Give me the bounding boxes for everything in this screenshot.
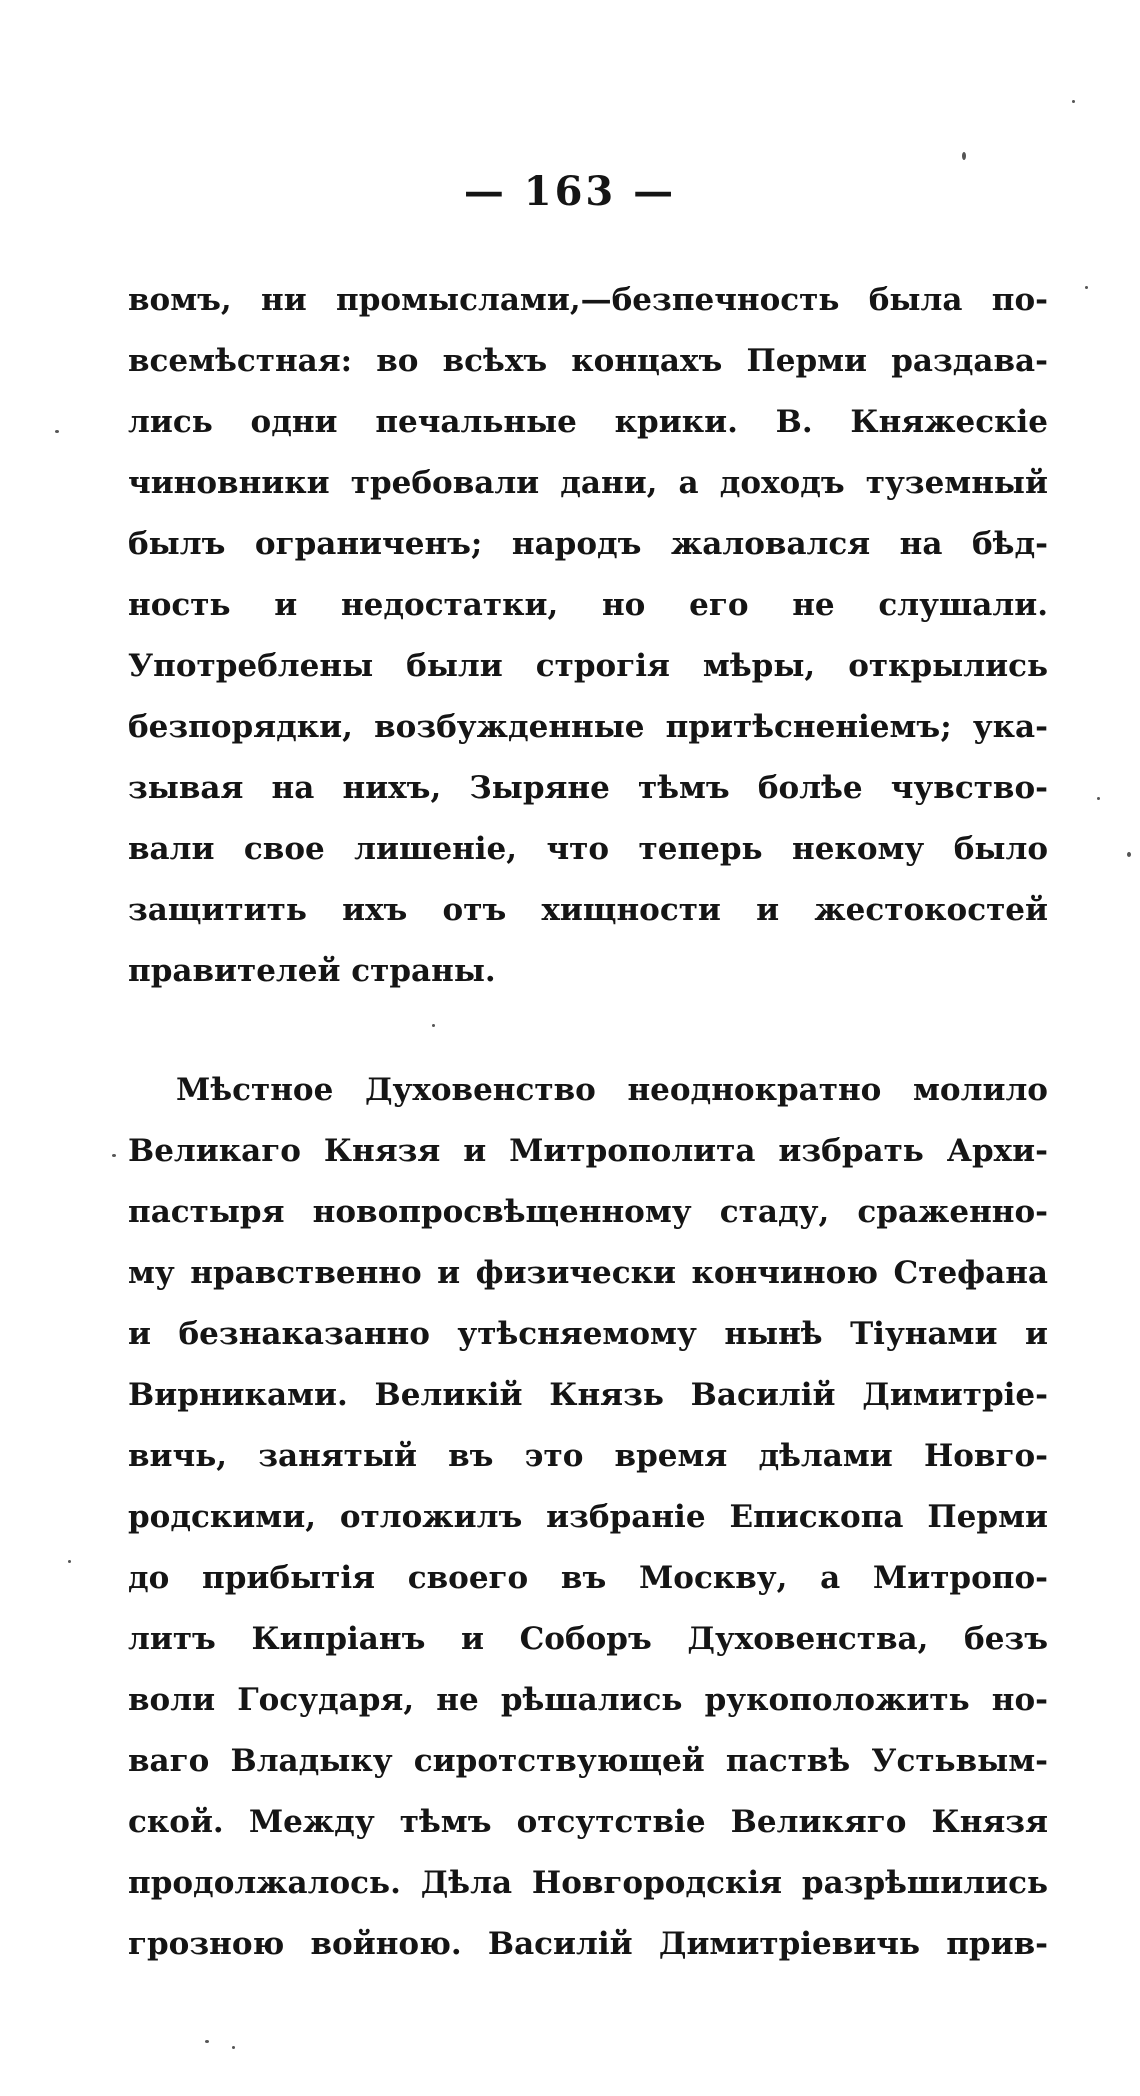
text-line: правителей страны.: [128, 953, 496, 989]
scan-speck: [232, 2046, 235, 2049]
text-line: Великаго Князя и Митрополита избрать Архи-: [128, 1133, 1048, 1169]
text-line: Употреблены были строгія мѣры, открылись: [128, 648, 1048, 684]
text-line: Мѣстное Духовенство неоднократно молило: [176, 1072, 1048, 1108]
text-line: грозною войною. Василій Димитріевичь прив-: [128, 1926, 1048, 1962]
scan-speck: [55, 430, 59, 433]
text-line: всемѣстная: во всѣхъ концахъ Перми раздава-: [128, 343, 1048, 379]
scan-speck: [432, 1024, 435, 1027]
text-line: ность и недостатки, но его не слушали.: [128, 587, 1048, 623]
text-line: ской. Между тѣмъ отсутствіе Великяго Князя: [128, 1804, 1048, 1840]
text-line: безпорядки, возбужденные притѣсненіемъ; ука-: [128, 709, 1048, 745]
scan-speck: [205, 2040, 209, 2043]
text-line: воли Государя, не рѣшались рукоположить но-: [128, 1682, 1048, 1718]
text-line: литъ Кипріанъ и Соборъ Духовенства, безъ: [128, 1621, 1048, 1657]
scan-speck: [1072, 100, 1075, 103]
text-line: му нравственно и физически кончиною Стефана: [128, 1255, 1048, 1291]
text-line: пастыря новопросвѣщенному стаду, сраженно-: [128, 1194, 1048, 1230]
scan-speck: [962, 152, 966, 160]
text-line: родскими, отложилъ избраніе Епископа Перми: [128, 1499, 1048, 1535]
scan-speck: [1097, 797, 1100, 800]
text-line: былъ ограниченъ; народъ жаловался на бѣд-: [128, 526, 1048, 562]
text-line: ваго Владыку сиротствующей паствѣ Устьвым-: [128, 1743, 1048, 1779]
scan-speck: [112, 1154, 116, 1157]
text-line: вомъ, ни промыслами,—безпечность была по-: [128, 282, 1048, 318]
text-line: зывая на нихъ, Зыряне тѣмъ болѣе чувство-: [128, 770, 1048, 806]
text-line: Вирниками. Великій Князь Василій Димитріе-: [128, 1377, 1048, 1413]
text-line: и безнаказанно утѣсняемому нынѣ Тіунами и: [128, 1316, 1048, 1352]
text-line: лись одни печальные крики. В. Княжескіе: [128, 404, 1048, 440]
scan-speck: [1127, 852, 1131, 857]
paragraph-1: [128, 270, 1048, 1002]
text-line: вали свое лишеніе, что теперь некому было: [128, 831, 1048, 867]
text-line: защитить ихъ отъ хищности и жестокостей: [128, 892, 1048, 928]
scan-speck: [68, 1560, 71, 1563]
page-number: — 163 —: [463, 168, 677, 215]
text-line: продолжалось. Дѣла Новгородскія разрѣшились: [128, 1865, 1048, 1901]
text-line: до прибытія своего въ Москву, а Митропо-: [128, 1560, 1048, 1596]
paragraph-2: [128, 1060, 1048, 1975]
text-line: вичь, занятый въ это время дѣлами Новго-: [128, 1438, 1048, 1474]
text-line: чиновники требовали дани, а доходъ туземный: [128, 465, 1048, 501]
scan-speck: [1085, 286, 1088, 289]
